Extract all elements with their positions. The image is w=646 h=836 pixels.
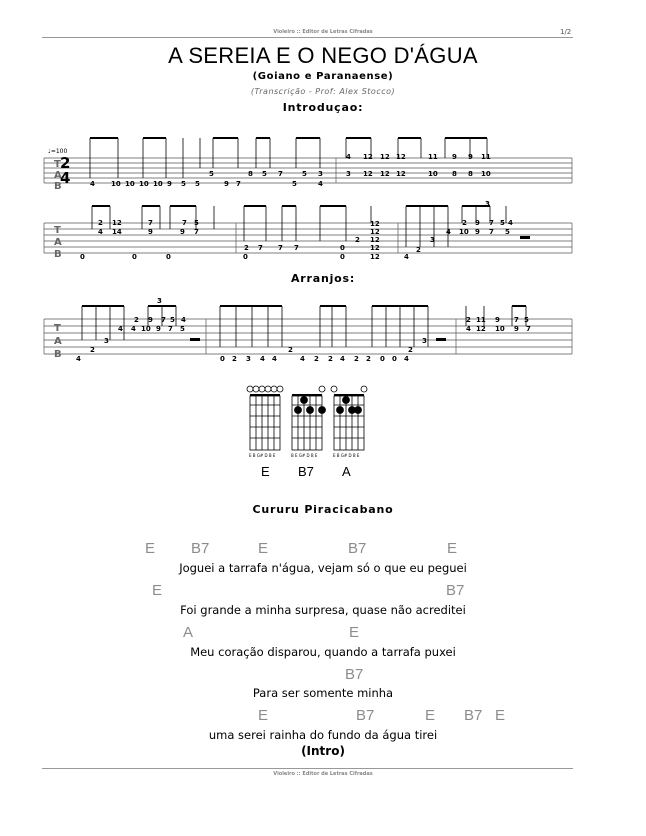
svg-text:2: 2	[462, 219, 467, 227]
svg-text:10: 10	[428, 170, 438, 178]
svg-text:3: 3	[246, 355, 251, 363]
chord: E	[425, 707, 436, 724]
svg-text:5: 5	[292, 180, 297, 188]
svg-text:12: 12	[380, 170, 390, 178]
svg-text:7: 7	[278, 170, 283, 178]
svg-text:9: 9	[452, 153, 457, 161]
chord-name-a: A	[342, 464, 351, 479]
chord: A	[183, 624, 194, 641]
svg-text:2: 2	[134, 316, 139, 324]
svg-text:8: 8	[452, 170, 457, 178]
staff-3-numbers	[76, 297, 531, 363]
svg-text:10: 10	[153, 180, 163, 188]
svg-text:7: 7	[161, 316, 166, 324]
svg-text:11: 11	[476, 316, 486, 324]
svg-text:2: 2	[408, 346, 413, 354]
footer-site: Violeiro :: Editor de Letras Cifradas	[273, 771, 373, 777]
svg-text:4: 4	[272, 355, 277, 363]
svg-text:9: 9	[167, 180, 172, 188]
svg-text:5: 5	[302, 170, 307, 178]
rest-symbol	[190, 338, 200, 341]
svg-text:4: 4	[340, 355, 345, 363]
svg-text:7: 7	[294, 244, 299, 252]
svg-text:12: 12	[476, 325, 486, 333]
svg-text:0: 0	[166, 253, 171, 261]
svg-text:11: 11	[428, 153, 438, 161]
chord: B7	[345, 666, 364, 683]
svg-text:2: 2	[98, 219, 103, 227]
song-title: A SEREIA E O NEGO D'ÁGUA	[168, 43, 478, 68]
svg-text:9: 9	[475, 228, 480, 236]
svg-text:0: 0	[80, 253, 85, 261]
svg-text:E B G# D B E: E B G# D B E	[333, 453, 360, 458]
transcription-credit: (Transcrição - Prof: Alex Stocco)	[250, 87, 396, 96]
svg-text:4: 4	[260, 355, 265, 363]
svg-text:12: 12	[370, 253, 380, 261]
svg-text:0: 0	[380, 355, 385, 363]
svg-text:5: 5	[505, 228, 510, 236]
time-sig-top: 2	[60, 154, 71, 172]
svg-text:5: 5	[500, 219, 505, 227]
time-sig-bottom: 4	[60, 169, 71, 187]
svg-text:2: 2	[244, 244, 249, 252]
chord: E	[152, 582, 163, 599]
svg-text:12: 12	[370, 228, 380, 236]
svg-text:10: 10	[141, 325, 151, 333]
svg-text:8: 8	[468, 170, 473, 178]
chord: B7	[348, 540, 367, 557]
svg-text:A: A	[54, 237, 62, 248]
chord: E	[145, 540, 156, 557]
svg-text:0: 0	[132, 253, 137, 261]
svg-text:12: 12	[396, 153, 406, 161]
svg-text:10: 10	[459, 228, 469, 236]
svg-text:2: 2	[328, 355, 333, 363]
svg-text:7: 7	[526, 325, 531, 333]
svg-text:2: 2	[90, 346, 95, 354]
svg-text:9: 9	[475, 219, 480, 227]
svg-text:0: 0	[340, 244, 345, 252]
svg-text:5: 5	[180, 325, 185, 333]
svg-text:7: 7	[236, 180, 241, 188]
svg-text:9: 9	[224, 180, 229, 188]
staff-3-lines	[44, 319, 572, 354]
svg-text:2: 2	[466, 316, 471, 324]
svg-text:2: 2	[355, 236, 360, 244]
chord: E	[447, 540, 458, 557]
svg-text:0: 0	[340, 253, 345, 261]
lyric-line: Joguei a tarrafa n'água, vejam só o que eu peguei	[179, 561, 467, 575]
svg-text:5: 5	[195, 180, 200, 188]
svg-text:2: 2	[232, 355, 237, 363]
svg-text:4: 4	[346, 153, 351, 161]
lyric-line: uma serei rainha do fundo da água tirei	[208, 728, 438, 742]
svg-text:9: 9	[156, 325, 161, 333]
svg-text:A: A	[54, 336, 62, 347]
svg-text:8: 8	[248, 170, 253, 178]
svg-text:12: 12	[370, 220, 380, 228]
svg-text:9: 9	[495, 316, 500, 324]
svg-text:E B G# D B E: E B G# D B E	[249, 453, 276, 458]
svg-text:10: 10	[111, 180, 121, 188]
svg-text:9: 9	[514, 325, 519, 333]
svg-text:7: 7	[148, 219, 153, 227]
svg-text:3: 3	[485, 200, 490, 208]
svg-text:4: 4	[404, 355, 409, 363]
svg-text:5: 5	[170, 316, 175, 324]
chord: E	[258, 707, 269, 724]
chord: E	[495, 707, 506, 724]
svg-text:B E G# D B E: B E G# D B E	[291, 453, 318, 458]
svg-text:B: B	[54, 349, 62, 360]
svg-text:4: 4	[404, 253, 409, 261]
svg-text:4: 4	[318, 180, 323, 188]
lyric-line: Para ser somente minha	[252, 686, 394, 700]
svg-text:7: 7	[514, 316, 519, 324]
svg-text:7: 7	[182, 219, 187, 227]
chord-name-b7: B7	[298, 464, 314, 479]
svg-text:4: 4	[181, 316, 186, 324]
svg-text:3: 3	[346, 170, 351, 178]
chord-string-labels	[249, 453, 360, 458]
svg-text:5: 5	[181, 180, 186, 188]
svg-text:3: 3	[104, 337, 109, 345]
footer-divider	[42, 768, 573, 769]
section-arranjos: Arranjos:	[290, 272, 356, 285]
svg-text:T: T	[54, 323, 61, 334]
svg-text:2: 2	[366, 355, 371, 363]
svg-text:2: 2	[314, 355, 319, 363]
svg-text:T: T	[54, 225, 61, 236]
page-number: 1/2	[560, 28, 572, 36]
svg-text:2: 2	[288, 346, 293, 354]
svg-text:4: 4	[508, 219, 513, 227]
chord-diagram-e	[247, 386, 283, 450]
svg-text:5: 5	[194, 219, 199, 227]
tab-letter-t: T	[54, 159, 61, 170]
svg-text:12: 12	[112, 219, 122, 227]
svg-text:14: 14	[112, 228, 122, 236]
svg-text:9: 9	[468, 153, 473, 161]
svg-text:9: 9	[180, 228, 185, 236]
svg-text:4: 4	[446, 228, 451, 236]
svg-text:4: 4	[76, 355, 81, 363]
tab-letter-a: A	[54, 170, 62, 181]
section-cururu: Cururu Piracicabano	[252, 503, 394, 516]
svg-text:7: 7	[278, 244, 283, 252]
svg-text:0: 0	[243, 253, 248, 261]
svg-text:9: 9	[148, 228, 153, 236]
svg-text:2: 2	[354, 355, 359, 363]
tab-letter-b: B	[54, 181, 62, 192]
svg-text:12: 12	[396, 170, 406, 178]
svg-text:12: 12	[380, 153, 390, 161]
svg-text:12: 12	[370, 244, 380, 252]
svg-text:5: 5	[524, 316, 529, 324]
svg-text:4: 4	[300, 355, 305, 363]
section-intro: Introduçao:	[282, 101, 364, 114]
svg-text:2: 2	[416, 246, 421, 254]
svg-text:11: 11	[481, 153, 491, 161]
svg-text:0: 0	[392, 355, 397, 363]
svg-text:7: 7	[489, 219, 494, 227]
svg-text:7: 7	[489, 228, 494, 236]
svg-text:10: 10	[125, 180, 135, 188]
svg-text:12: 12	[363, 153, 373, 161]
chord: B7	[446, 582, 465, 599]
svg-text:12: 12	[363, 170, 373, 178]
lyric-line: Foi grande a minha surpresa, quase não acreditei	[180, 603, 466, 617]
chord: B7	[464, 707, 483, 724]
chord: E	[349, 624, 360, 641]
svg-text:10: 10	[481, 170, 491, 178]
svg-text:3: 3	[157, 297, 162, 305]
svg-text:4: 4	[131, 325, 136, 333]
header-site: Violeiro :: Editor de Letras Cifradas	[273, 29, 373, 35]
svg-text:10: 10	[495, 325, 505, 333]
svg-text:5: 5	[262, 170, 267, 178]
svg-text:3: 3	[430, 236, 435, 244]
svg-text:3: 3	[318, 170, 323, 178]
svg-text:10: 10	[139, 180, 149, 188]
intro-repeat: (Intro)	[301, 744, 345, 758]
song-artist: (Goiano e Paranaense)	[252, 71, 394, 82]
svg-text:4: 4	[118, 325, 123, 333]
lyric-line: Meu coração disparou, quando a tarrafa puxei	[190, 645, 456, 659]
chord-diagram-b7	[292, 386, 326, 450]
svg-text:4: 4	[90, 180, 95, 188]
svg-text:4: 4	[98, 228, 103, 236]
svg-text:7: 7	[258, 244, 263, 252]
svg-text:12: 12	[370, 236, 380, 244]
svg-text:0: 0	[220, 355, 225, 363]
svg-text:4: 4	[466, 325, 471, 333]
svg-text:3: 3	[422, 337, 427, 345]
chord: B7	[356, 707, 375, 724]
svg-text:B: B	[54, 249, 62, 260]
chord: B7	[191, 540, 210, 557]
svg-text:7: 7	[194, 228, 199, 236]
rest-symbol	[436, 338, 446, 341]
svg-text:9: 9	[148, 316, 153, 324]
chord-diagram-a	[331, 386, 367, 450]
svg-text:7: 7	[168, 325, 173, 333]
chord-name-e: E	[261, 464, 270, 479]
tempo-marking: ♩=100	[48, 148, 68, 155]
chord: E	[258, 540, 269, 557]
svg-text:5: 5	[209, 170, 214, 178]
